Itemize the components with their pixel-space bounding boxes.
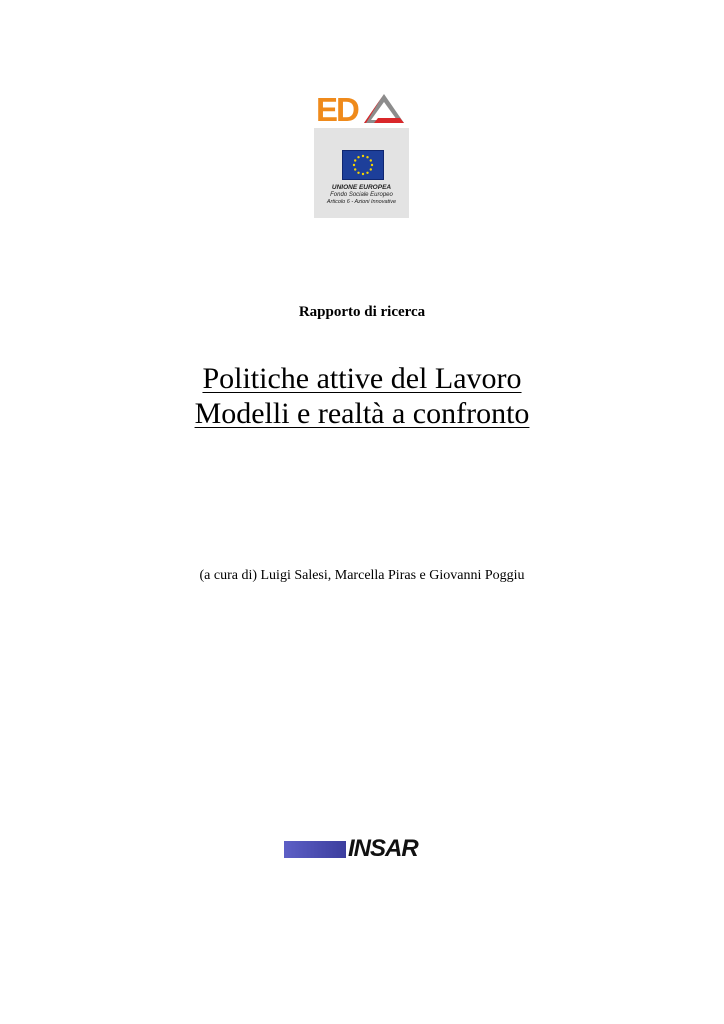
eu-badge-line-2: Fondo Sociale Europeo (330, 192, 393, 198)
insar-logo-text: INSAR (348, 835, 418, 862)
document-title-line-2-text: Modelli e realtà a confronto (194, 397, 530, 430)
eda-logo-letters: ED (316, 91, 358, 126)
editors-line: (a cura di) Luigi Salesi, Marcella Piras e Giovanni Poggiu (199, 568, 525, 583)
insar-logo-bar (284, 841, 346, 858)
eda-logo (314, 90, 406, 126)
eu-flag-icon (342, 150, 384, 180)
document-title-line-2 (0, 397, 724, 431)
eu-badge (314, 128, 409, 218)
document-title-line-1-text: Politiche attive del Lavoro (202, 362, 522, 395)
report-type-label: Rapporto di ricerca (298, 304, 426, 320)
eu-badge-line-3: Articolo 6 - Azioni Innovative (326, 199, 397, 205)
document-title-line-1 (0, 362, 724, 396)
eu-badge-line-1: UNIONE EUROPEA (331, 184, 392, 191)
insar-logo (284, 835, 442, 862)
